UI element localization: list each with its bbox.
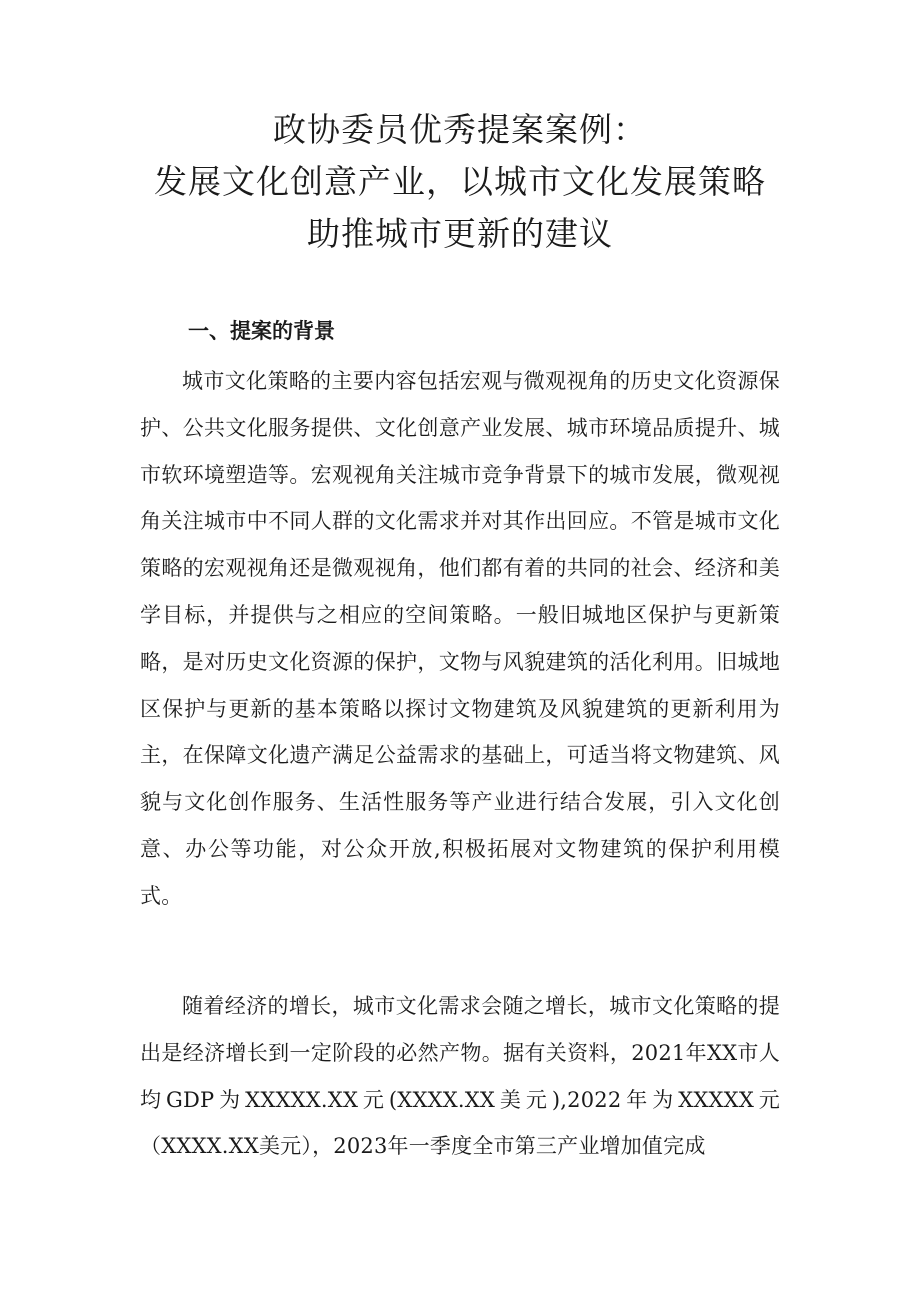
paragraph-1 (140, 358, 780, 920)
title-line-1: 政协委员优秀提案案例： (273, 110, 647, 149)
paragraph-text: 随着经济的增长，城市文化需求会随之增长，城市文化策略的提出是经济增长到一定阶段的必然产物。据有关资料，2021年XX市人均GDP为XXXXX.XX元(XXXX.XX美元),2022年为XXXXX元（XXXX.XX美元），2023年一季度全市第三产业增加值完成 (140, 994, 780, 1159)
title-line-3: 助推城市更新的建议 (307, 214, 613, 253)
paragraph-text: 城市文化策略的主要内容包括宏观与微观视角的历史文化资源保护、公共文化服务提供、文化创意产业发展、城市环境品质提升、城市软环境塑造等。宏观视角关注城市竞争背景下的城市发展，微观视角关注城市中不同人群的文化需求并对其作出回应。不管是城市文化策略的宏观视角还是微观视角，他们都有着的共同的社会、经济和美学目标，并提供与之相应的空间策略。一般旧城地区保护与更新策略，是对历史文化资源的保护，文物与风貌建筑的活化利用。旧城地区保护与更新的基本策略以探讨文物建筑及风貌建筑的更新利用为主，在保障文化遗产满足公益需求的基础上，可适当将文物建筑、风貌与文化创作服务、生活性服务等产业进行结合发展，引入文化创意、办公等功能，对公众开放,积极拓展对文物建筑的保护利用模式。 (140, 369, 780, 908)
paragraph-2 (140, 983, 780, 1170)
section-heading: 一、提案的背景 (188, 319, 335, 343)
title-line-2: 发展文化创意产业，以城市文化发展策略 (154, 162, 766, 201)
